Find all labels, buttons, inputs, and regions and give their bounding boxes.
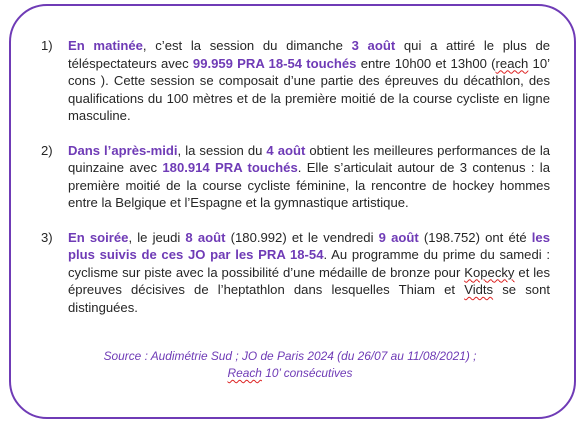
item-text-part: (198.752) ont été [418,229,532,245]
item-text-part: , la session du [177,142,267,158]
item-text-part: 4 août [266,142,306,158]
item-text-part: 10’ cons ). Cette session se composait d’une partie des épreuves du décathlon, des qualifications du 100 mètres et de la première moitié de la course cycliste en ligne masculine. [68,55,551,123]
item-text-part: entre 10h00 et 13h00 ( [356,55,496,71]
item-text-part: . Au programme du prime du samedi : cyclisme sur piste avec la possibilité d’une médaille de bronze pour [68,247,550,280]
spellcheck-word: reach [495,55,529,71]
item-text-part: les plus suivis de ces JO par les PRA 18-54 [68,229,550,262]
spellcheck-word: Vidts [464,282,494,297]
item-text-part: (180.992) et le vendredi [225,229,379,245]
item-text-part: 3 août [351,38,396,53]
item-text-part: 99.959 PRA 18-54 touchés [192,55,357,71]
source-line-2-rest: 10’ consécutives [261,366,353,380]
list-item-3 [41,229,551,317]
item-text-part: , c’est la session du dimanche [142,38,352,53]
spellcheck-word: Reach [227,366,262,380]
item-text-part: , le jeudi [128,229,186,245]
summary-list [41,37,551,316]
source-line-1: Source : Audimétrie Sud ; JO de Paris 2024 (du 26/07 au 11/08/2021) ; [103,349,477,363]
list-item-2 [41,142,551,212]
spellcheck-word: Kopecky [464,264,515,280]
item-text-part: et les épreuves décisives de l’heptathlon dans lesquelles Thiam et [68,264,551,297]
list-item-1 [41,37,551,125]
item-text-part: se sont distinguées. [68,282,550,315]
item-text-part: 180.914 PRA touchés [162,160,298,175]
source-note [40,348,540,382]
source-line-2 [40,365,540,382]
item-text-part: . Elle s’articulait autour de 3 contenus : la première moitié de la course cycliste féminine, la rencontre de hockey hommes entre la Belgique et l’Espagne et la gymnastique artistique. [68,160,550,210]
item-text-part: qui a attiré le plus de téléspectateurs avec [68,38,551,71]
item-number: 2) [41,142,53,158]
item-text-part: 9 août [378,229,419,245]
item-text-part: 8 août [185,229,226,245]
item-number: 1) [41,38,53,53]
item-number: 3) [41,229,53,245]
item-text-part: En soirée [68,229,129,245]
item-text-part: En matinée [68,38,143,53]
item-text-part: Dans l’après-midi [68,142,178,158]
item-text-part: obtient les meilleures performances de la quinzaine avec [68,142,551,175]
